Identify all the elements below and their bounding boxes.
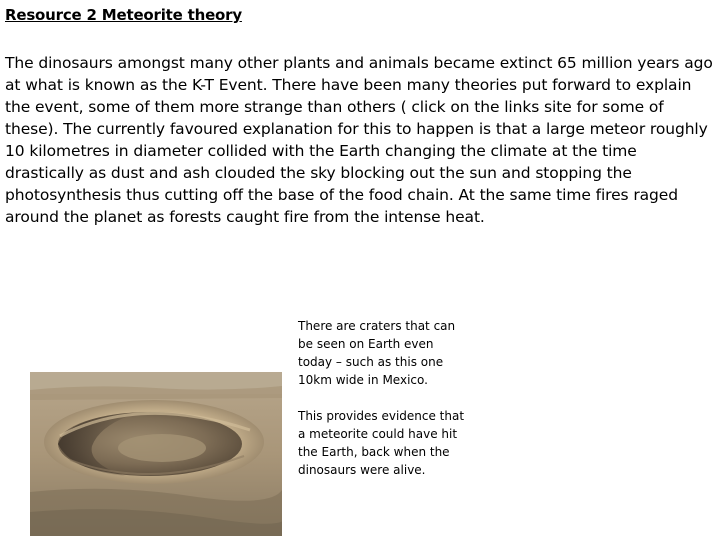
crater-photo xyxy=(30,372,282,536)
evidence-caption: This provides evidence that a meteorite could have hit the Earth, back when the dinosaurs were alive. xyxy=(298,409,465,477)
resource-body-text: The dinosaurs amongst many other plants and animals became extinct 65 million years ago at what is known as the K-T Event. There have been many theories put forward to explain the event, some of them more strange than others ( click on the links site for some of these). The currently favoured explanation for this to happen is that a large meteor roughly 10 kilometres in diameter collided with the Earth changing the climate at the time drastically as dust and ash clouded the sky blocking out the sun and stopping the photosynthesis thus cutting off the base of the food chain. At the same time fires raged around the planet as forests caught fire from the intense heat. xyxy=(5,54,713,226)
crater-caption: There are craters that can be seen on Earth even today – such as this one 10km wide in Mexico. xyxy=(298,319,456,387)
resource-title: Resource 2 Meteorite theory xyxy=(5,6,242,24)
